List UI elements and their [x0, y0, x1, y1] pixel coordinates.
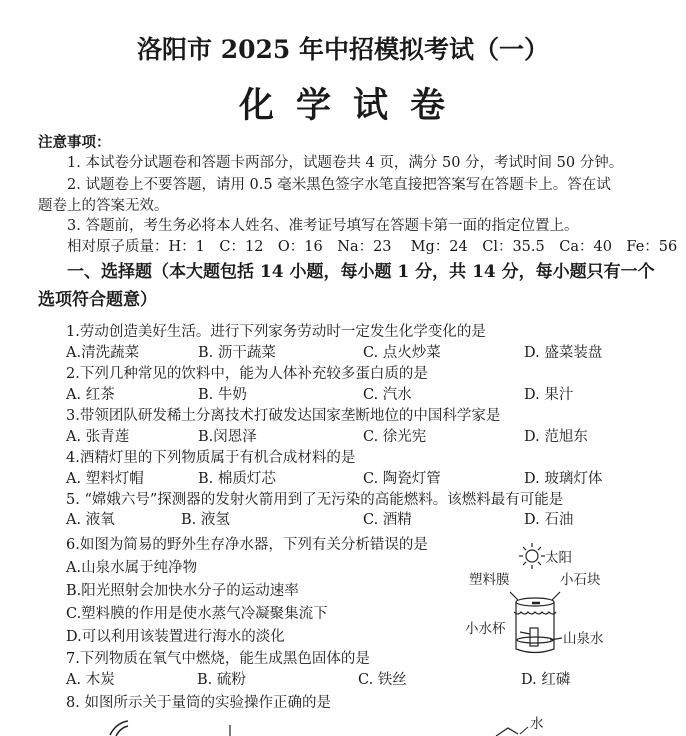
exam-title: 洛阳市 2025 年中招模拟考试（一） — [137, 35, 549, 64]
question-stem: 1.劳动创造美好生活。进行下列家务劳动时一定发生化学变化的是 — [66, 324, 486, 340]
option: B.阳光照射会加快水分子的运动速率 — [66, 583, 299, 599]
option: C. 点火炒菜 — [363, 345, 441, 361]
option: B.闵恩泽 — [198, 429, 257, 445]
label-sun: 太阳 — [545, 550, 572, 566]
question-stem: 4.酒精灯里的下列物质属于有机合成材料的是 — [66, 450, 356, 466]
note-item: 题卷上的答案无效。 — [38, 198, 169, 214]
sun-icon — [519, 543, 545, 569]
option: A. 木炭 — [66, 672, 115, 688]
option: B. 硫粉 — [197, 672, 246, 688]
note-item: 1. 本试卷分试题卷和答题卡两部分，试题卷共 4 页，满分 50 分，考试时间 50 分钟。 — [67, 155, 624, 171]
option: C. 汽水 — [363, 387, 412, 403]
option: B. 棉质灯芯 — [198, 471, 276, 487]
option: D.可以利用该装置进行海水的淡化 — [66, 629, 285, 645]
option: A. 张青莲 — [66, 429, 130, 445]
option: C. 陶瓷灯管 — [363, 471, 441, 487]
jar — [510, 592, 562, 653]
label-small-cup: 小水杯 — [465, 621, 506, 637]
option: B. 沥干蔬菜 — [198, 345, 276, 361]
option: D. 盛菜装盘 — [524, 345, 603, 361]
question-stem: 6.如图为简易的野外生存净水器，下列有关分析错误的是 — [66, 537, 428, 553]
question-stem: 8. 如图所示关于量筒的实验操作正确的是 — [66, 695, 331, 711]
cylinder-diagram-partial — [100, 715, 680, 736]
option: A. 红茶 — [66, 387, 115, 403]
note-item: 3. 答题前，考生务必将本人姓名、准考证号填写在答题卡第一面的指定位置上。 — [67, 218, 579, 234]
question-stem: 7.下列物质在氧气中燃烧，能生成黑色固体的是 — [66, 651, 370, 667]
exam-subject: 化学试卷 — [238, 85, 467, 126]
option: B. 液氢 — [181, 512, 230, 528]
option: D. 玻璃灯体 — [524, 471, 603, 487]
option: D. 果汁 — [524, 387, 574, 403]
option: C.塑料膜的作用是使水蒸气冷凝聚集流下 — [66, 606, 328, 622]
option: C. 酒精 — [363, 512, 412, 528]
option: A. 塑料灯帽 — [66, 471, 144, 487]
option: A.清洗蔬菜 — [66, 345, 140, 361]
label-water: 水 — [530, 716, 544, 732]
note-item: 2. 试题卷上不要答题，请用 0.5 毫米黑色签字水笔直接把答案写在答题卡上。答在试 — [67, 177, 611, 193]
option: C. 铁丝 — [358, 672, 407, 688]
label-spring-water: 山泉水 — [563, 631, 604, 647]
atomic-masses: 相对原子质量：H：1 C：12 O：16 Na：23 Mg：24 Cl：35.5 Ca：40 Fe：56 — [67, 239, 678, 255]
question-stem: 5. “嫦娥六号”探测器的发射火箭用到了无污染的高能燃料。该燃料最有可能是 — [66, 492, 564, 508]
question-stem: 2.下列几种常见的饮料中，能为人体补充较多蛋白质的是 — [66, 366, 428, 382]
option: C. 徐光宪 — [363, 429, 427, 445]
option: D. 石油 — [524, 512, 574, 528]
question-stem: 3.带领团队研发稀土分离技术打破发达国家垄断地位的中国科学家是 — [66, 408, 501, 424]
option: D. 范旭东 — [524, 429, 588, 445]
option: B. 牛奶 — [198, 387, 247, 403]
option: D. 红磷 — [521, 672, 571, 688]
label-plastic-film: 塑料膜 — [469, 572, 510, 588]
option: A. 液氧 — [66, 512, 115, 528]
option: A.山泉水属于纯净物 — [66, 560, 198, 576]
notes-heading: 注意事项： — [38, 134, 111, 151]
section-heading: 一、选择题（本大题包括 14 小题，每小题 1 分，共 14 分，每小题只有一个 — [67, 262, 655, 282]
section-heading-cont: 选项符合题意） — [38, 290, 157, 310]
label-small-stone: 小石块 — [560, 572, 601, 588]
